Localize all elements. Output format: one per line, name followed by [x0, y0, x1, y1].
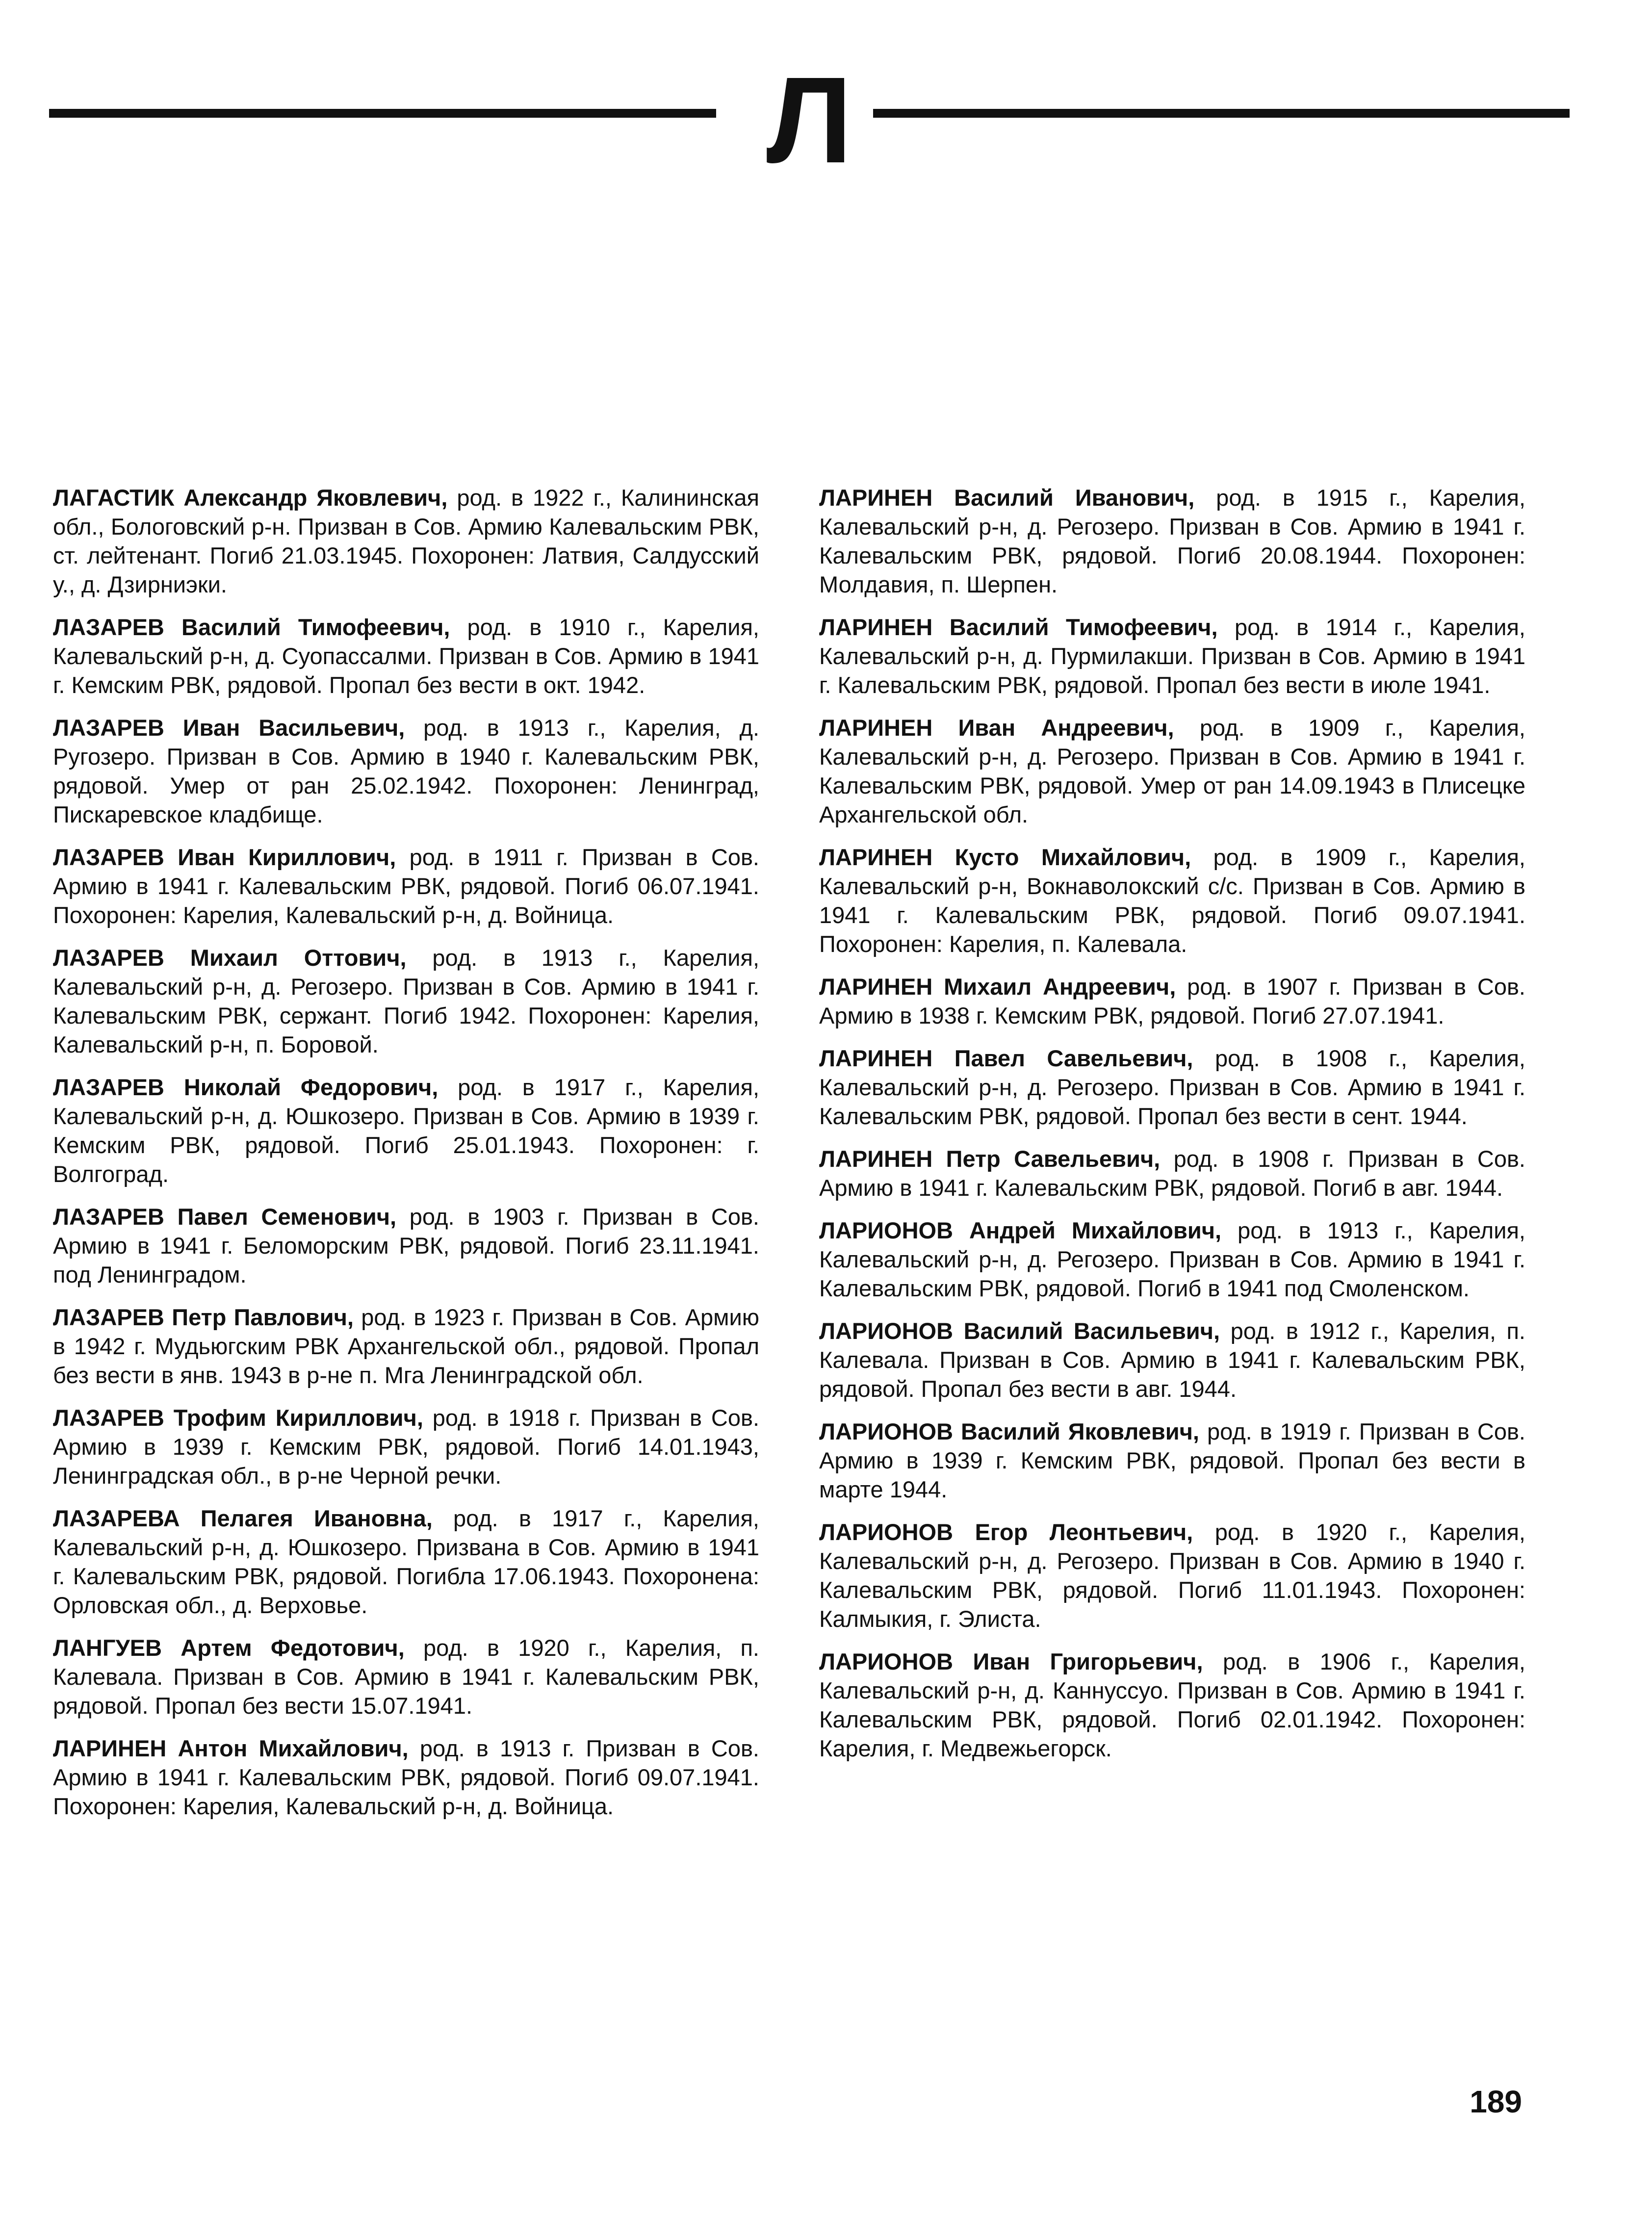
entry-text: род. в 1913 г., Карелия, Калевальский р-н, д. Регозеро. Призван в Сов. Армию в 1941 г. Калевальским РВК, сержант. Погиб 1942. Похоронен: Карелия, Калевальский р-н, п. Боровой. — [53, 945, 759, 1057]
entry-text: род. в 1918 г. Призван в Сов. Армию в 1939 г. Кемским РВК, рядовой. Погиб 14.01.1943, Ленинградская обл., в р-не Черной речки. — [53, 1405, 759, 1489]
entry-name: ЛАРИОНОВ Андрей Михайлович, — [819, 1217, 1222, 1243]
entry-text: род. в 1911 г. Призван в Сов. Армию в 1941 г. Калевальским РВК, рядовой. Погиб 06.07.1941. Похоронен: Карелия, Калевальский р-н, д. Войница. — [53, 844, 759, 928]
entry-text: род. в 1907 г. Призван в Сов. Армию в 1938 г. Кемским РВК, рядовой. Погиб 27.07.1941. — [819, 974, 1525, 1029]
entry — [53, 713, 759, 829]
entry — [53, 1303, 759, 1390]
entry-name: ЛАРИНЕН Петр Савельевич, — [819, 1146, 1161, 1172]
entry — [53, 483, 759, 599]
entry-text: род. в 1923 г. Призван в Сов. Армию в 1942 г. Мудьюгским РВК Архангельской обл., рядовой. Пропал без вести в янв. 1943 в р-не п. Мга Ленинградской обл. — [53, 1304, 759, 1388]
entry — [819, 1044, 1525, 1131]
entry-text: род. в 1910 г., Карелия, Калевальский р-н, д. Суопассалми. Призван в Сов. Армию в 1941 г. Кемским РВК, рядовой. Пропал без вести в окт. 1942. — [53, 614, 759, 698]
entry — [53, 1073, 759, 1188]
entry — [53, 1633, 759, 1720]
entry-text: род. в 1908 г. Призван в Сов. Армию в 1941 г. Калевальским РВК, рядовой. Погиб в авг. 1944. — [819, 1146, 1525, 1201]
section-letter-header — [49, 51, 1521, 188]
entry — [53, 943, 759, 1059]
left-column — [53, 483, 759, 1834]
entry-name: ЛАЗАРЕВ Василий Тимофеевич, — [53, 614, 450, 640]
entry-text: род. в 1914 г., Карелия, Калевальский р-н, д. Пурмилакши. Призван в Сов. Армию в 1941 г. Калевальским РВК, рядовой. Пропал без вести в июле 1941. — [819, 614, 1525, 698]
page-number: 189 — [1470, 2084, 1522, 2119]
entry — [53, 1202, 759, 1289]
entry — [53, 1734, 759, 1821]
entry — [819, 843, 1525, 958]
section-letter: Л — [766, 51, 852, 188]
entry — [53, 1504, 759, 1620]
entry-name: ЛАРИНЕН Василий Тимофеевич, — [819, 614, 1218, 640]
entry — [819, 483, 1525, 599]
entry-text: род. в 1922 г., Калининская обл., Бологовский р-н. Призван в Сов. Армию Калевальским РВК, ст. лейтенант. Погиб 21.03.1945. Похоронен: Латвия, Салдусский у., д. Дзирниэки. — [53, 485, 759, 597]
entry-text: род. в 1920 г., Карелия, Калевальский р-н, д. Регозеро. Призван в Сов. Армию в 1940 г. Калевальским РВК, рядовой. Погиб 11.01.1943. Похоронен: Калмыкия, г. Элиста. — [819, 1519, 1525, 1632]
entry-name: ЛАЗАРЕВ Петр Павлович, — [53, 1304, 354, 1330]
entry — [819, 1216, 1525, 1303]
entry-text: род. в 1919 г. Призван в Сов. Армию в 1939 г. Кемским РВК, рядовой. Пропал без вести в марте 1944. — [819, 1418, 1525, 1502]
header-rule-left — [49, 109, 716, 118]
entry-text: род. в 1903 г. Призван в Сов. Армию в 1941 г. Беломорским РВК, рядовой. Погиб 23.11.1941. под Ленинградом. — [53, 1204, 759, 1287]
entry — [819, 1316, 1525, 1403]
entry-text: род. в 1912 г., Карелия, п. Калевала. Призван в Сов. Армию в 1941 г. Калевальским РВК, рядовой. Пропал без вести в авг. 1944. — [819, 1318, 1525, 1402]
entry-name: ЛАРИНЕН Василий Иванович, — [819, 485, 1195, 511]
entry-text: род. в 1915 г., Карелия, Калевальский р-н, д. Регозеро. Призван в Сов. Армию в 1941 г. Калевальским РВК, рядовой. Погиб 20.08.1944. Похоронен: Молдавия, п. Шерпен. — [819, 485, 1525, 597]
entry-name: ЛАЗАРЕВ Трофим Кириллович, — [53, 1405, 423, 1431]
entry — [819, 713, 1525, 829]
entry-name: ЛАРИНЕН Павел Савельевич, — [819, 1045, 1193, 1071]
entry-name: ЛАГАСТИК Александр Яковлевич, — [53, 485, 448, 511]
entry-name: ЛАРИНЕН Михаил Андреевич, — [819, 974, 1176, 1000]
entry-name: ЛАРИНЕН Иван Андреевич, — [819, 715, 1174, 741]
entry-text: род. в 1917 г., Карелия, Калевальский р-н, д. Юшкозеро. Призвана в Сов. Армию в 1941 г. Калевальским РВК, рядовой. Погибла 17.06.1943. Похоронена: Орловская обл., д. Верховье. — [53, 1505, 759, 1618]
entry-name: ЛАРИНЕН Антон Михайлович, — [53, 1735, 409, 1761]
entry-text: род. в 1913 г., Карелия, д. Ругозеро. Призван в Сов. Армию в 1940 г. Калевальским РВК, рядовой. Умер от ран 25.02.1942. Похоронен: Ленинград, Пискаревское кладбище. — [53, 715, 759, 827]
entry — [53, 613, 759, 699]
entry — [819, 1417, 1525, 1504]
entry-name: ЛАРИОНОВ Василий Васильевич, — [819, 1318, 1220, 1344]
entry-text: род. в 1906 г., Карелия, Калевальский р-н, д. Каннуссуо. Призван в Сов. Армию в 1941 г. Калевальским РВК, рядовой. Погиб 02.01.1942. Похоронен: Карелия, г. Медвежьегорск. — [819, 1648, 1525, 1761]
entry — [53, 1403, 759, 1490]
entry-name: ЛАРИОНОВ Василий Яковлевич, — [819, 1418, 1199, 1444]
entry-name: ЛАЗАРЕВ Иван Кириллович, — [53, 844, 396, 870]
entry — [819, 1144, 1525, 1202]
entry-text: род. в 1909 г., Карелия, Калевальский р-н, д. Регозеро. Призван в Сов. Армию в 1941 г. Калевальским РВК, рядовой. Умер от ран 14.09.1943 в Плисецке Архангельской обл. — [819, 715, 1525, 827]
entry — [819, 972, 1525, 1030]
entry — [819, 613, 1525, 699]
entry-text: род. в 1913 г. Призван в Сов. Армию в 1941 г. Калевальским РВК, рядовой. Погиб 09.07.1941. Похоронен: Карелия, Калевальский р-н, д. Войница. — [53, 1735, 759, 1819]
entry-name: ЛАРИОНОВ Егор Леонтьевич, — [819, 1519, 1193, 1545]
entry-name: ЛАЗАРЕВ Павел Семенович, — [53, 1204, 397, 1230]
entry-name: ЛАЗАРЕВ Михаил Оттович, — [53, 945, 407, 971]
entry-text: род. в 1917 г., Карелия, Калевальский р-н, д. Юшкозеро. Призван в Сов. Армию в 1939 г. Кемским РВК, рядовой. Погиб 25.01.1943. Похоронен: г. Волгоград. — [53, 1074, 759, 1187]
entry-name: ЛАЗАРЕВА Пелагея Ивановна, — [53, 1505, 433, 1531]
entry-name: ЛАРИНЕН Кусто Михайлович, — [819, 844, 1191, 870]
entry — [819, 1518, 1525, 1633]
entry-text: род. в 1909 г., Карелия, Калевальский р-н, Вокнаволокский с/с. Призван в Сов. Армию в 1941 г. Калевальским РВК, рядовой. Погиб 09.07.1941. Похоронен: Карелия, п. Калевала. — [819, 844, 1525, 957]
entry-name: ЛАНГУЕВ Артем Федотович, — [53, 1635, 405, 1661]
entry — [53, 843, 759, 929]
entry-name: ЛАЗАРЕВ Иван Васильевич, — [53, 715, 405, 741]
entry-text: род. в 1920 г., Карелия, п. Калевала. Призван в Сов. Армию в 1941 г. Калевальским РВК, рядовой. Пропал без вести 15.07.1941. — [53, 1635, 759, 1719]
header-rule-right — [873, 109, 1570, 118]
entry — [819, 1647, 1525, 1763]
entry-name: ЛАРИОНОВ Иван Григорьевич, — [819, 1648, 1203, 1674]
entry-text: род. в 1908 г., Карелия, Калевальский р-н, д. Регозеро. Призван в Сов. Армию в 1941 г. Калевальским РВК, рядовой. Пропал без вести в сент. 1944. — [819, 1045, 1525, 1129]
entry-name: ЛАЗАРЕВ Николай Федорович, — [53, 1074, 439, 1100]
entry-text: род. в 1913 г., Карелия, Калевальский р-н, д. Регозеро. Призван в Сов. Армию в 1941 г. Калевальским РВК, рядовой. Погиб в 1941 под Смоленском. — [819, 1217, 1525, 1301]
right-column — [819, 483, 1525, 1776]
